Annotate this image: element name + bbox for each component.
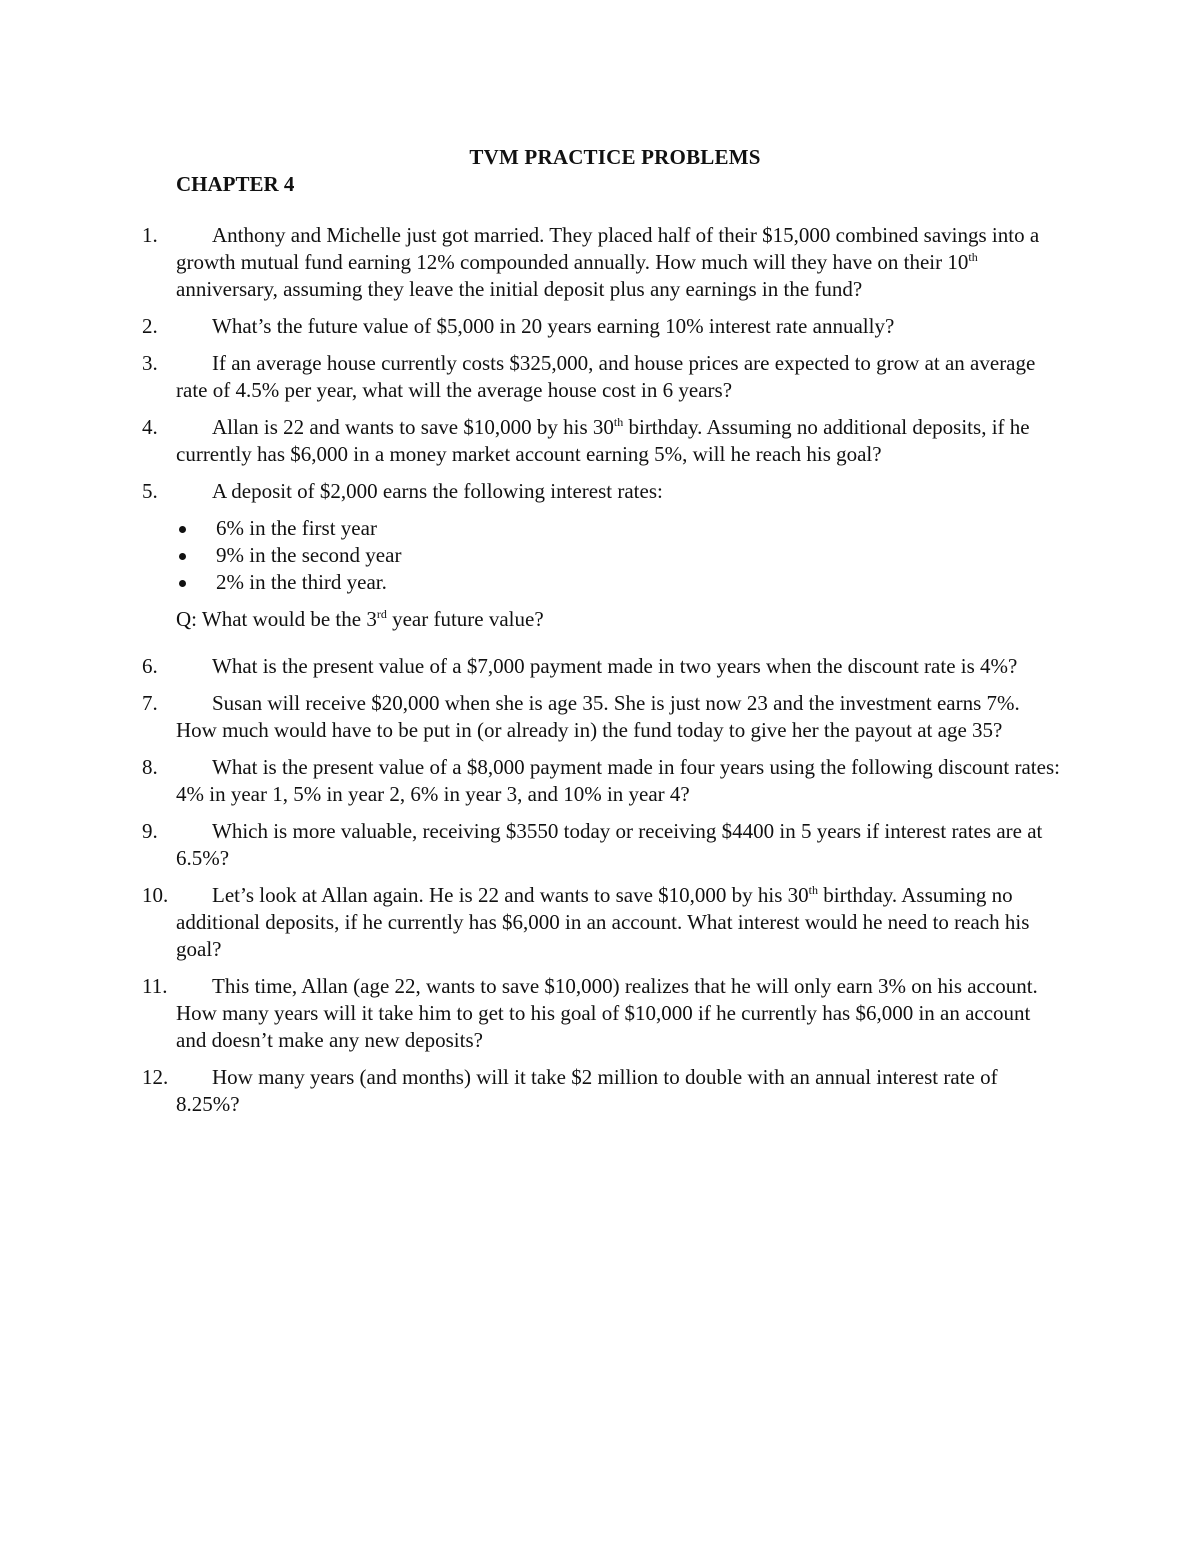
- problem-11: [142, 973, 1062, 1054]
- problem-number: 6.: [142, 654, 158, 678]
- list-item: 6% in the first year: [176, 515, 1062, 542]
- problem-7: [142, 690, 1062, 744]
- problem-number: 8.: [142, 755, 158, 779]
- list-item: 2% in the third year.: [176, 569, 1062, 596]
- problem-number: 1.: [142, 223, 158, 247]
- problem-number: 5.: [142, 479, 158, 503]
- problem-number: 4.: [142, 415, 158, 439]
- problem-text: What’s the future value of $5,000 in 20 years earning 10% interest rate annually?: [212, 314, 895, 338]
- problem-text: What is the present value of a $8,000 payment made in four years using the following discount rates: 4% in year 1, 5% in year 2, 6% in year 3, and 10% in year 4?: [176, 755, 1060, 806]
- interest-rate-bullets: [142, 515, 1062, 596]
- problem-text: Susan will receive $20,000 when she is age 35. She is just now 23 and the investment earns 7%. How much would have to be put in (or already in) the fund today to give her the payout at age 35?: [176, 691, 1020, 742]
- list-item: 9% in the second year: [176, 542, 1062, 569]
- problem-text: What is the present value of a $7,000 payment made in two years when the discount rate is 4%?: [212, 654, 1018, 678]
- problem-8: [142, 754, 1062, 808]
- problem-text: Anthony and Michelle just got married. They placed half of their $15,000 combined savings into a growth mutual fund earning 12% compounded annually. How much will they have on their 10th anniversary, assuming they leave the initial deposit plus any earnings in the fund?: [176, 223, 1040, 301]
- problem-3: [142, 350, 1062, 404]
- problem-text: A deposit of $2,000 earns the following interest rates:: [212, 479, 663, 503]
- document-title: TVM PRACTICE PROBLEMS: [469, 145, 761, 169]
- chapter-heading: CHAPTER 4: [176, 172, 295, 196]
- problem-text: Which is more valuable, receiving $3550 today or receiving $4400 in 5 years if interest rates are at 6.5%?: [176, 819, 1043, 870]
- problem-2: [142, 313, 1062, 340]
- problem-number: 9.: [142, 819, 158, 843]
- problem-number: 11.: [142, 974, 168, 998]
- problem-text: This time, Allan (age 22, wants to save $10,000) realizes that he will only earn 3% on his account. How many years will it take him to get to his goal of $10,000 if he currently has $6,000 in an account and doesn’t make any new deposits?: [176, 974, 1038, 1052]
- problem-list: [142, 222, 1062, 1128]
- problem-9: [142, 818, 1062, 872]
- bullet-icon: [179, 553, 186, 560]
- problem-10: [142, 882, 1062, 963]
- bullet-icon: [179, 580, 186, 587]
- problem-1: [142, 222, 1062, 303]
- problem-number: 7.: [142, 691, 158, 715]
- problem-number: 12.: [142, 1065, 169, 1089]
- problem-5-question: Q: What would be the 3rd year future value?: [176, 607, 544, 631]
- bullet-icon: [179, 526, 186, 533]
- problem-text: If an average house currently costs $325,000, and house prices are expected to grow at an average rate of 4.5% per year, what will the average house cost in 6 years?: [176, 351, 1036, 402]
- problem-text: Let’s look at Allan again. He is 22 and wants to save $10,000 by his 30th birthday. Assuming no additional deposits, if he currently has $6,000 in an account. What interest would he need to reach his goal?: [176, 883, 1030, 961]
- problem-5: [142, 478, 1062, 505]
- problem-12: [142, 1064, 1062, 1118]
- problem-6: [142, 653, 1062, 680]
- problem-4: [142, 414, 1062, 468]
- problem-number: 10.: [142, 883, 169, 907]
- problem-text: How many years (and months) will it take $2 million to double with an annual interest rate of 8.25%?: [176, 1065, 998, 1116]
- problem-number: 2.: [142, 314, 158, 338]
- problem-text: Allan is 22 and wants to save $10,000 by his 30th birthday. Assuming no additional deposits, if he currently has $6,000 in a money market account earning 5%, will he reach his goal?: [176, 415, 1030, 466]
- problem-number: 3.: [142, 351, 158, 375]
